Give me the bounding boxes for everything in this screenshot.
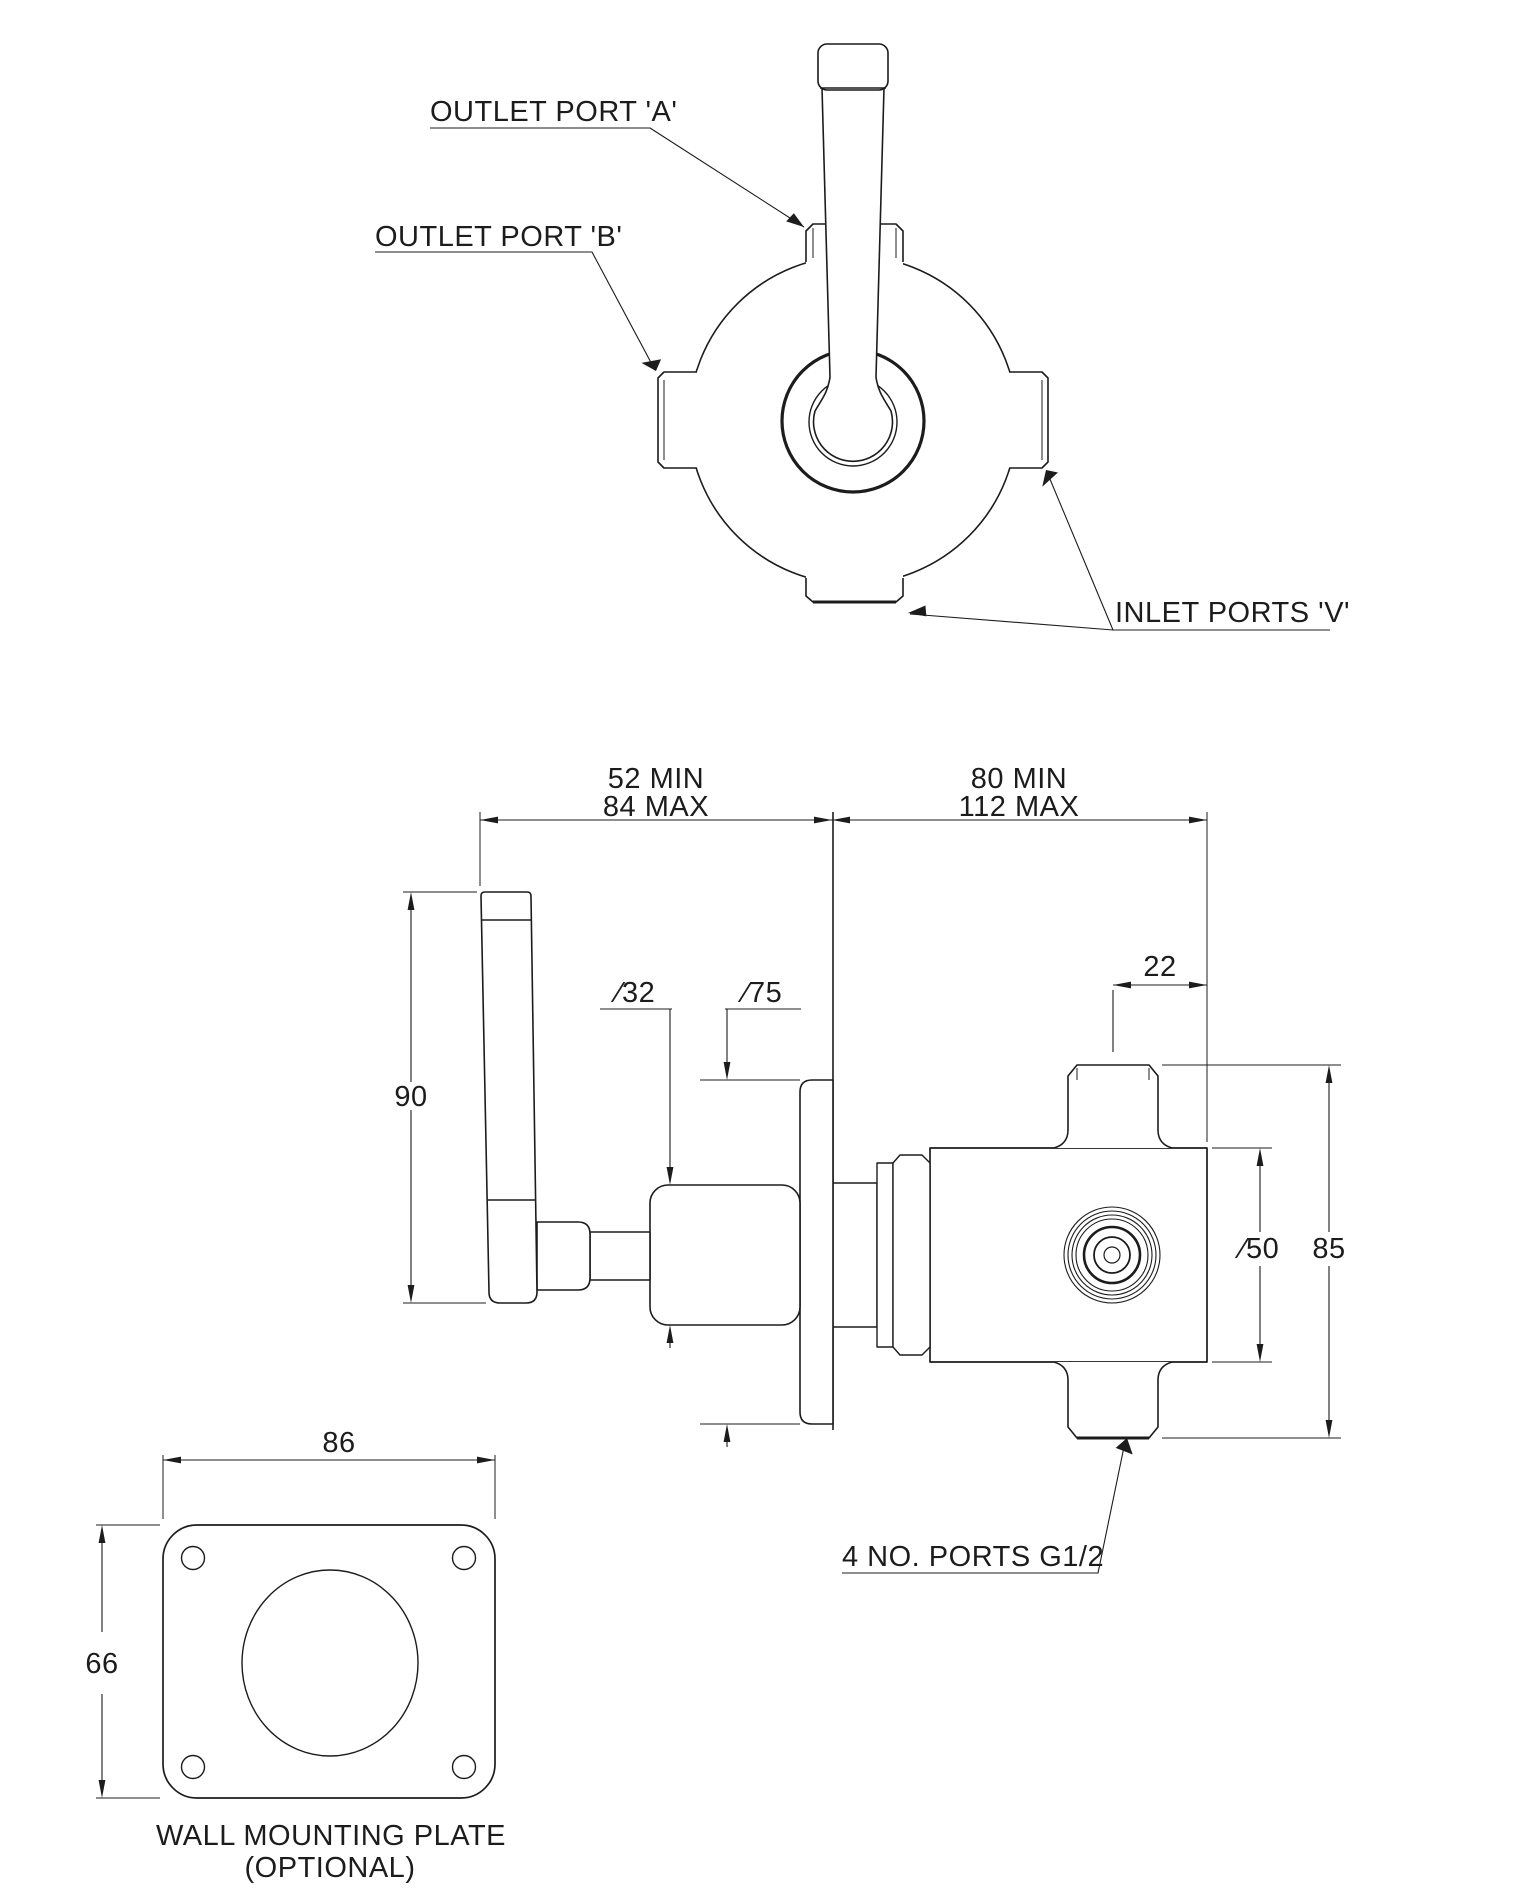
plate-screw-hole	[182, 1547, 205, 1570]
plate-center-hole	[242, 1570, 418, 1756]
dim-52-min: 52 MIN	[607, 763, 705, 795]
leader-inlet-v	[907, 466, 1350, 630]
dim-22: 22	[1143, 951, 1177, 983]
trim-stack	[833, 1155, 930, 1355]
dim-66: 66	[85, 1648, 119, 1680]
dim-port-offset	[1113, 951, 1207, 1052]
dim-90: 90	[394, 1081, 428, 1113]
label-ports-g12: 4 NO. PORTS G1/2	[842, 1541, 1105, 1573]
leader-outlet-a	[430, 96, 807, 231]
port-right	[1006, 372, 1048, 468]
top-port-boss	[1054, 1065, 1172, 1148]
plate-screw-hole	[182, 1756, 205, 1779]
bottom-port-boss	[1054, 1362, 1172, 1438]
plate-screw-hole	[453, 1547, 476, 1570]
wall-plate-view	[85, 1427, 506, 1884]
mounting-plate-outline	[163, 1525, 495, 1798]
lever-cap-front	[818, 44, 888, 90]
dim-112-max: 112 MAX	[958, 791, 1080, 823]
plate-caption-line2: (OPTIONAL)	[244, 1852, 416, 1884]
port-left	[658, 372, 700, 468]
leader-arrowhead	[786, 212, 807, 231]
dim-84-max: 84 MAX	[602, 791, 710, 823]
spindle-stem	[590, 1232, 650, 1280]
dim-86: 86	[322, 1427, 356, 1459]
cartridge-body	[650, 1185, 800, 1325]
leader-ports-note	[842, 1436, 1136, 1573]
leader-arrowhead	[1037, 466, 1061, 487]
leader-arrowhead	[641, 354, 664, 375]
leader-arrowhead	[907, 605, 926, 618]
dim-80-min: 80 MIN	[970, 763, 1068, 795]
lever-hub-block	[537, 1222, 590, 1290]
dim-85: 85	[1312, 1233, 1346, 1265]
lever-handle-side	[481, 892, 537, 1303]
dim-body-dia	[1212, 1148, 1279, 1362]
label-outlet-port-b: OUTLET PORT 'B'	[375, 221, 623, 253]
dim-dia32: ∕32	[616, 977, 656, 1009]
leader-outlet-b	[375, 221, 665, 375]
port-bottom	[806, 574, 903, 603]
plate-caption-line1: WALL MOUNTING PLATE	[155, 1820, 507, 1852]
front-view	[375, 44, 1350, 630]
dim-plate-height	[85, 1525, 160, 1798]
dim-dia75: ∕75	[743, 977, 783, 1009]
label-outlet-port-a: OUTLET PORT 'A'	[430, 96, 678, 128]
dim-plate-width	[163, 1427, 495, 1519]
side-view	[394, 763, 1345, 1573]
dim-lever-length	[394, 892, 486, 1303]
label-inlet-ports-v: INLET PORTS 'V'	[1115, 597, 1351, 629]
plate-screw-hole	[453, 1756, 476, 1779]
dim-dia50: ∕50	[1240, 1233, 1280, 1265]
